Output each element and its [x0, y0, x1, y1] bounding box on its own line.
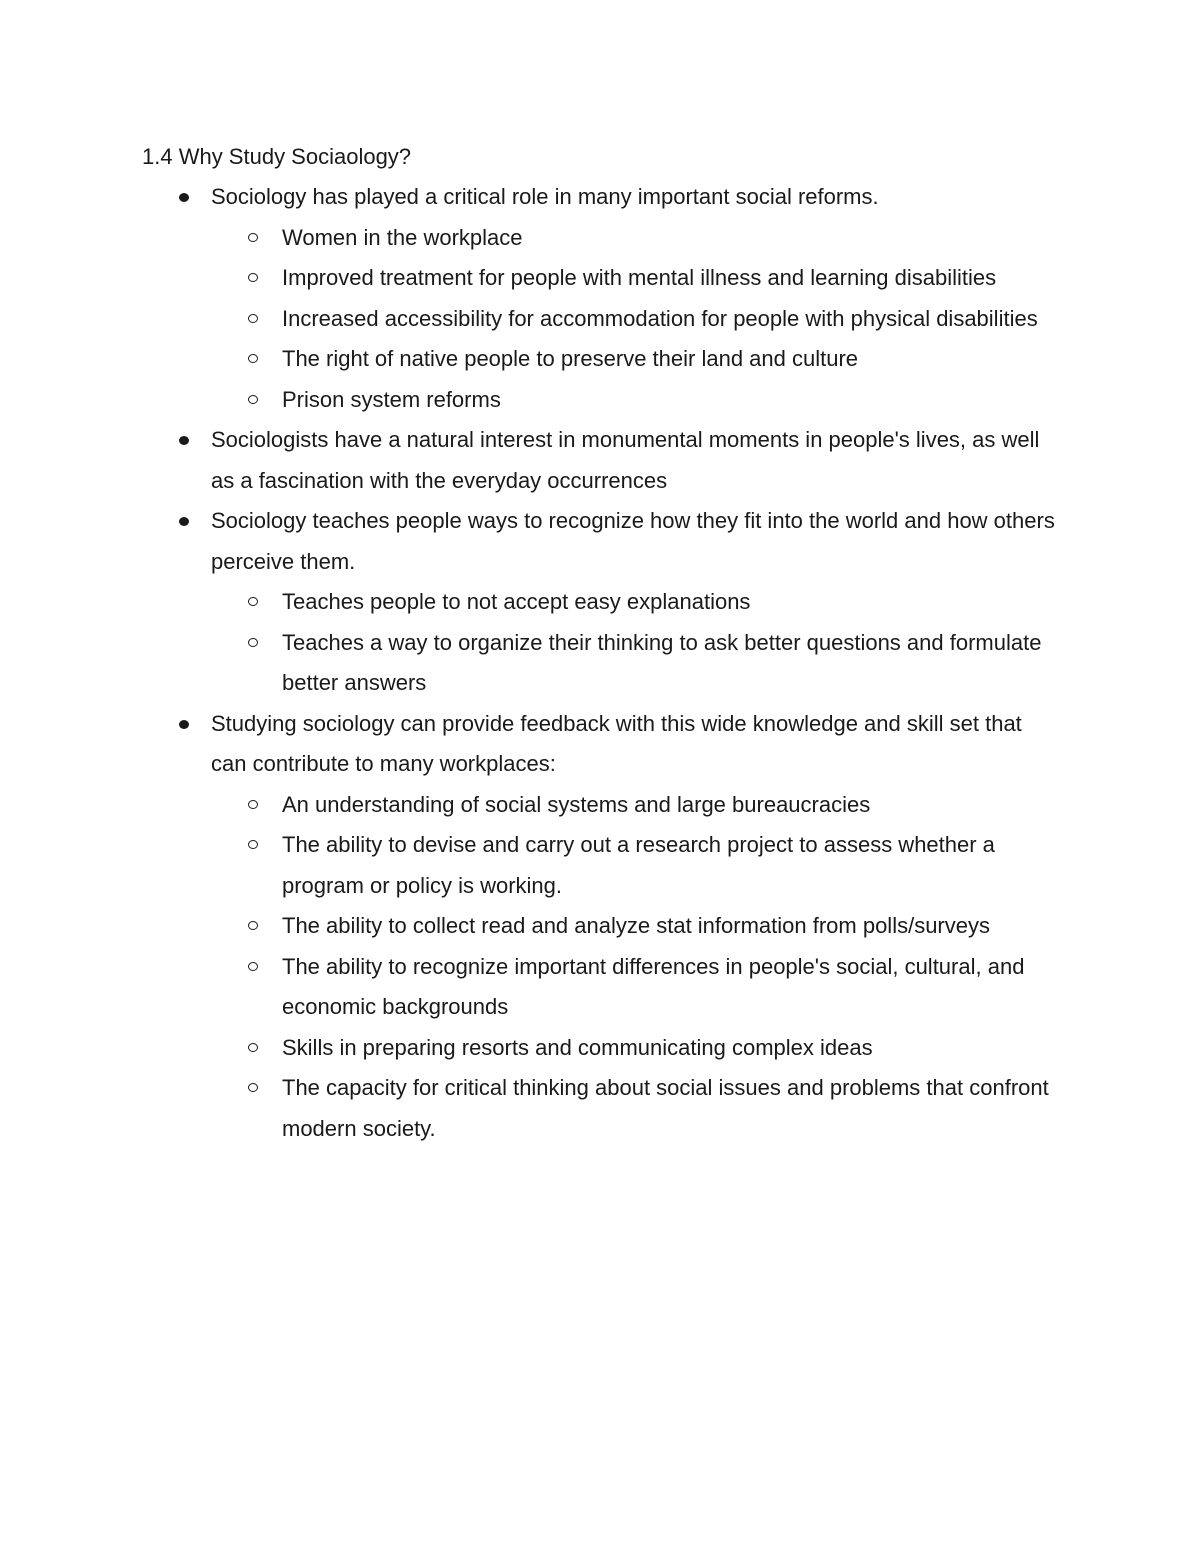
bullet-disc-icon [179, 436, 189, 445]
bullet-circle-icon [248, 840, 258, 849]
sub-bullet-list [0, 582, 1055, 704]
list-item-text: Studying sociology can provide feedback with this wide knowledge and skill set that can contribute to many workplaces: [211, 710, 1022, 776]
sub-list-item-text: The right of native people to preserve their land and culture [282, 346, 859, 371]
bullet-disc-icon [179, 517, 189, 526]
sub-list-item [282, 218, 1055, 259]
sub-list-item-text: Increased accessibility for accommodation for people with physical disabilities [282, 305, 1038, 331]
list-item [0, 420, 1200, 501]
document-title: 1.4 Why Study Sociaology? [142, 144, 412, 169]
document-body [0, 177, 1200, 1149]
bullet-circle-icon [248, 233, 258, 242]
sub-list-item-text: The capacity for critical thinking about social issues and problems that confront modern society. [282, 1075, 1049, 1141]
bullet-circle-icon [248, 597, 258, 606]
main-bullet-list [0, 177, 1200, 1149]
sub-list-item-text: The ability to recognize important differences in people's social, cultural, and economic backgrounds [282, 953, 1025, 1019]
list-item-text: Sociology teaches people ways to recognize how they fit into the world and how others perceive them. [211, 508, 1055, 574]
sub-bullet-list [0, 218, 1055, 421]
bullet-circle-icon [248, 395, 258, 404]
sub-list-item-text: The ability to devise and carry out a research project to assess whether a program or policy is working. [282, 832, 995, 898]
sub-list-item-text: An understanding of social systems and large bureaucracies [282, 791, 871, 817]
list-item [0, 501, 1200, 704]
sub-list-item-text: Improved treatment for people with mental illness and learning disabilities [282, 265, 997, 290]
bullet-circle-icon [248, 962, 258, 971]
sub-list-item-text: The ability to collect read and analyze stat information from polls/surveys [282, 913, 990, 938]
sub-list-item [282, 299, 1055, 340]
sub-list-item [282, 825, 1055, 906]
sub-list-item [282, 1068, 1055, 1149]
list-item-text: Sociologists have a natural interest in monumental moments in people's lives, as well as a fascination with the everyday occurrences [211, 427, 1040, 493]
bullet-circle-icon [248, 354, 258, 363]
sub-list-item [282, 380, 1055, 421]
sub-list-item-text: Teaches people to not accept easy explanations [282, 589, 751, 614]
list-item-text: Sociology has played a critical role in many important social reforms. [211, 184, 879, 209]
bullet-circle-icon [248, 638, 258, 647]
sub-list-item [282, 906, 1055, 947]
bullet-circle-icon [248, 800, 258, 809]
bullet-circle-icon [248, 314, 258, 323]
sub-list-item [282, 947, 1055, 1028]
sub-list-item-text: Skills in preparing resorts and communicating complex ideas [282, 1034, 873, 1060]
sub-list-item [282, 258, 1055, 299]
bullet-circle-icon [248, 921, 258, 930]
sub-list-item [282, 582, 1055, 623]
list-item [0, 177, 1200, 420]
sub-list-item-text: Prison system reforms [282, 386, 501, 412]
bullet-circle-icon [248, 1043, 258, 1052]
sub-bullet-list [0, 785, 1055, 1150]
list-item [0, 704, 1200, 1150]
bullet-circle-icon [248, 273, 258, 282]
sub-list-item-text: Teaches a way to organize their thinking to ask better questions and formulate better answers [282, 629, 1042, 695]
sub-list-item [282, 339, 1055, 380]
sub-list-item-text: Women in the workplace [282, 224, 523, 250]
bullet-circle-icon [248, 1083, 258, 1092]
sub-list-item [282, 785, 1055, 826]
sub-list-item [282, 623, 1055, 704]
bullet-disc-icon [179, 720, 189, 729]
bullet-disc-icon [179, 193, 189, 202]
sub-list-item [282, 1028, 1055, 1069]
